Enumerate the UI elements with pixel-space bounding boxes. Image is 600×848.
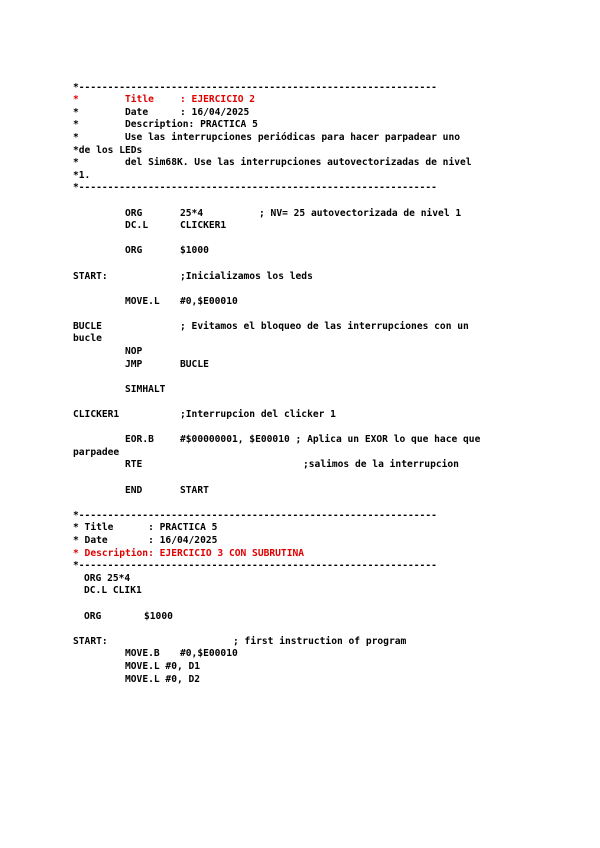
source-code-document (73, 69, 593, 686)
code-line (73, 170, 593, 183)
code-token: : EJERCICIO 2 (180, 94, 256, 106)
code-token: ORG (84, 610, 102, 622)
code-token: bucle (73, 333, 102, 345)
code-token: DC.L (125, 220, 149, 232)
code-token: $1000 (180, 245, 209, 257)
blank-line (73, 396, 593, 409)
blank-line (73, 195, 593, 208)
code-line (73, 674, 593, 687)
code-token: MOVE.L #0, D1 (125, 660, 201, 672)
code-token: BUCLE (73, 320, 102, 332)
code-token: * (73, 157, 79, 169)
code-token: * (73, 106, 79, 118)
code-token: SIMHALT (125, 383, 166, 395)
code-token: END (125, 484, 143, 496)
code-token: 25*4 (180, 207, 204, 219)
code-line (73, 573, 593, 586)
code-line (73, 535, 593, 548)
code-line (73, 359, 593, 372)
code-line (73, 661, 593, 674)
code-token: * (73, 94, 79, 106)
blank-line (73, 283, 593, 296)
code-line (73, 145, 593, 158)
code-line (73, 82, 593, 95)
code-line (73, 384, 593, 397)
code-token: *-------------------------------------------------------------- (73, 560, 437, 572)
code-line (73, 182, 593, 195)
blank-line (73, 371, 593, 384)
code-line (73, 636, 593, 649)
code-token: START (180, 484, 209, 496)
code-token: * (73, 131, 79, 143)
code-token: #$00000001, $E00010 ; Aplica un EXOR lo que hace que (180, 434, 481, 446)
code-line (73, 333, 593, 346)
blank-line (73, 623, 593, 636)
code-token: MOVE.L #0, D2 (125, 673, 201, 685)
code-token: #0,$E00010 (180, 648, 238, 660)
code-token: CLICKER1 (73, 409, 120, 421)
code-token: *de los LEDs (73, 144, 143, 156)
code-line (73, 157, 593, 170)
code-token: parpadee (73, 446, 120, 458)
code-line (73, 94, 593, 107)
code-token: ; NV= 25 autovectorizada de nivel 1 (259, 207, 462, 219)
code-token: START: (73, 270, 108, 282)
code-token: ORG (125, 207, 143, 219)
code-token: MOVE.B (125, 648, 160, 660)
code-token: Date (125, 106, 149, 118)
code-token: ORG 25*4 (84, 572, 131, 584)
code-token: ORG (125, 245, 143, 257)
code-token: NOP (125, 346, 143, 358)
blank-line (73, 598, 593, 611)
code-token: del Sim68K. Use las interrupciones autovectorizadas de nivel (125, 157, 472, 169)
code-line (73, 296, 593, 309)
code-token: Use las interrupciones periódicas para hacer parpadear uno (125, 131, 461, 143)
code-token: ;Interrupcion del clicker 1 (180, 409, 336, 421)
code-token: Title (125, 94, 154, 106)
blank-line (73, 497, 593, 510)
code-token: *-------------------------------------------------------------- (73, 81, 437, 93)
code-token: BUCLE (180, 358, 209, 370)
code-line (73, 548, 593, 561)
code-line (73, 648, 593, 661)
code-token: * (73, 119, 79, 131)
code-line (73, 485, 593, 498)
code-token: * Date : 16/04/2025 (73, 534, 218, 546)
code-token: *1. (73, 169, 91, 181)
code-token: $1000 (144, 610, 173, 622)
code-token: START: (73, 635, 108, 647)
code-token: EOR.B (125, 434, 154, 446)
blank-line (73, 69, 593, 82)
code-token: DC.L CLIK1 (84, 585, 142, 597)
code-token: ; Evitamos el bloqueo de las interrupciones con un (180, 320, 469, 332)
blank-line (73, 233, 593, 246)
code-line (73, 585, 593, 598)
code-line (73, 220, 593, 233)
code-line (73, 132, 593, 145)
code-line (73, 510, 593, 523)
code-line (73, 208, 593, 221)
code-token: * Description: EJERCICIO 3 CON SUBRUTINA (73, 547, 305, 559)
code-line (73, 245, 593, 258)
code-line (73, 434, 593, 447)
code-token: ; first instruction of program (233, 635, 407, 647)
code-token: ;Inicializamos los leds (180, 270, 313, 282)
code-line (73, 107, 593, 120)
code-line (73, 119, 593, 132)
code-token: #0,$E00010 (180, 295, 238, 307)
code-token: CLICKER1 (180, 220, 227, 232)
code-line (73, 271, 593, 284)
code-token: Description: PRACTICA 5 (125, 119, 258, 131)
blank-line (73, 308, 593, 321)
blank-line (73, 258, 593, 271)
code-line (73, 560, 593, 573)
code-line (73, 447, 593, 460)
code-line (73, 522, 593, 535)
code-token: *-------------------------------------------------------------- (73, 509, 437, 521)
code-line (73, 459, 593, 472)
code-token: *-------------------------------------------------------------- (73, 182, 437, 194)
code-token: ;salimos de la interrupcion (303, 459, 459, 471)
code-token: RTE (125, 459, 143, 471)
code-token: * Title : PRACTICA 5 (73, 522, 218, 534)
blank-line (73, 472, 593, 485)
code-token: JMP (125, 358, 143, 370)
code-line (73, 346, 593, 359)
code-token: MOVE.L (125, 295, 160, 307)
blank-line (73, 422, 593, 435)
code-token: : 16/04/2025 (180, 106, 250, 118)
code-line (73, 409, 593, 422)
code-line (73, 321, 593, 334)
code-line (73, 611, 593, 624)
